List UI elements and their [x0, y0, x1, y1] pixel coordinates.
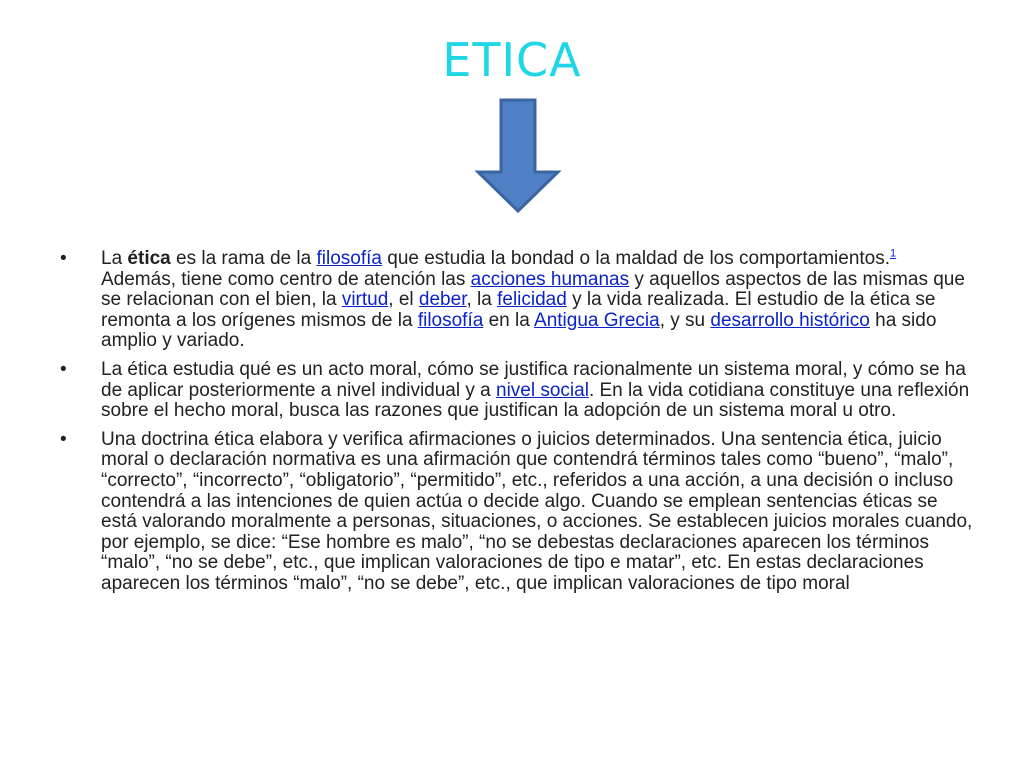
paragraph-doctrina-etica: Una doctrina ética elabora y verifica afirmaciones o juicios determinados. Una sentencia ética, juicio moral o declaración normativa es una afirmación que contendrá términos tales como “bueno”, “malo”, “correcto”, “incorrecto”, “obligatorio”, “permitido”, etc., referidos a una acción, a una decisión o incluso contendrá a las intenciones de quien actúa o decide algo. Cuando se emplean sentencias éticas se está valorando moralmente a personas, situaciones, o acciones. Se establecen juicios morales cuando, por ejemplo, se dice: “Ese hombre es malo”, “no se debestas declaraciones aparecen los términos “malo”, “no se debe”, etc., que implican valoraciones de tipo e matar”, etc. En estas declaraciones aparecen los términos “malo”, “no se debe”, etc., que implican valoraciones de tipo moral [101, 428, 973, 594]
text: en la [483, 309, 535, 331]
bullet: • [60, 358, 67, 380]
list-item [60, 430, 975, 595]
text: La [101, 248, 128, 269]
text: ha sido amplio y variado. [101, 309, 937, 352]
link-deber[interactable]: deber [418, 289, 467, 311]
link-desarrollo-historico[interactable]: desarrollo histórico [710, 309, 870, 331]
list-item [60, 360, 975, 422]
link-nivel-social[interactable]: nivel social [496, 379, 589, 401]
bold-term-etica: ética [127, 248, 171, 269]
text: y la vida realizada. El estudio de la ética se remonta a los orígenes mismos de la [101, 289, 936, 331]
link-virtud[interactable]: virtud [341, 289, 389, 311]
link-filosofia-2[interactable]: filosofía [417, 309, 484, 331]
text: , el [388, 289, 419, 311]
text: y aquellos aspectos de las mismas que se relacionan con el bien, la [101, 268, 965, 311]
slide-title: ETICA [442, 33, 582, 87]
link-felicidad[interactable]: felicidad [497, 289, 567, 311]
footnote-ref-link[interactable]: 1 [890, 247, 897, 260]
arrow-down-icon [472, 96, 564, 216]
content-list [60, 249, 975, 603]
list-item [60, 249, 975, 352]
text: Además, tiene como centro de atención las [101, 268, 471, 290]
bullet: • [60, 248, 67, 269]
text: , y su [659, 309, 711, 331]
link-antigua-grecia[interactable]: Antigua Grecia [534, 309, 660, 331]
paragraph-etica-definicion [101, 248, 965, 351]
paragraph-acto-moral [101, 359, 969, 421]
text: . En la vida cotidiana constituye una reflexión sobre el hecho moral, busca las razones que justifican la adopción de un sistema moral u otro. [101, 379, 970, 422]
text: que estudia la bondad o la maldad de los comportamientos. [381, 248, 891, 269]
bullet: • [60, 428, 67, 450]
text: La ética estudia qué es un acto moral, cómo se justifica racionalmente un sistema moral, y cómo se ha de aplicar posteriormente a nivel individual y a [101, 358, 966, 401]
link-filosofia[interactable]: filosofía [316, 248, 382, 269]
link-acciones-humanas[interactable]: acciones humanas [470, 268, 630, 290]
text: , la [466, 289, 498, 311]
text: es la rama de la [170, 248, 317, 269]
